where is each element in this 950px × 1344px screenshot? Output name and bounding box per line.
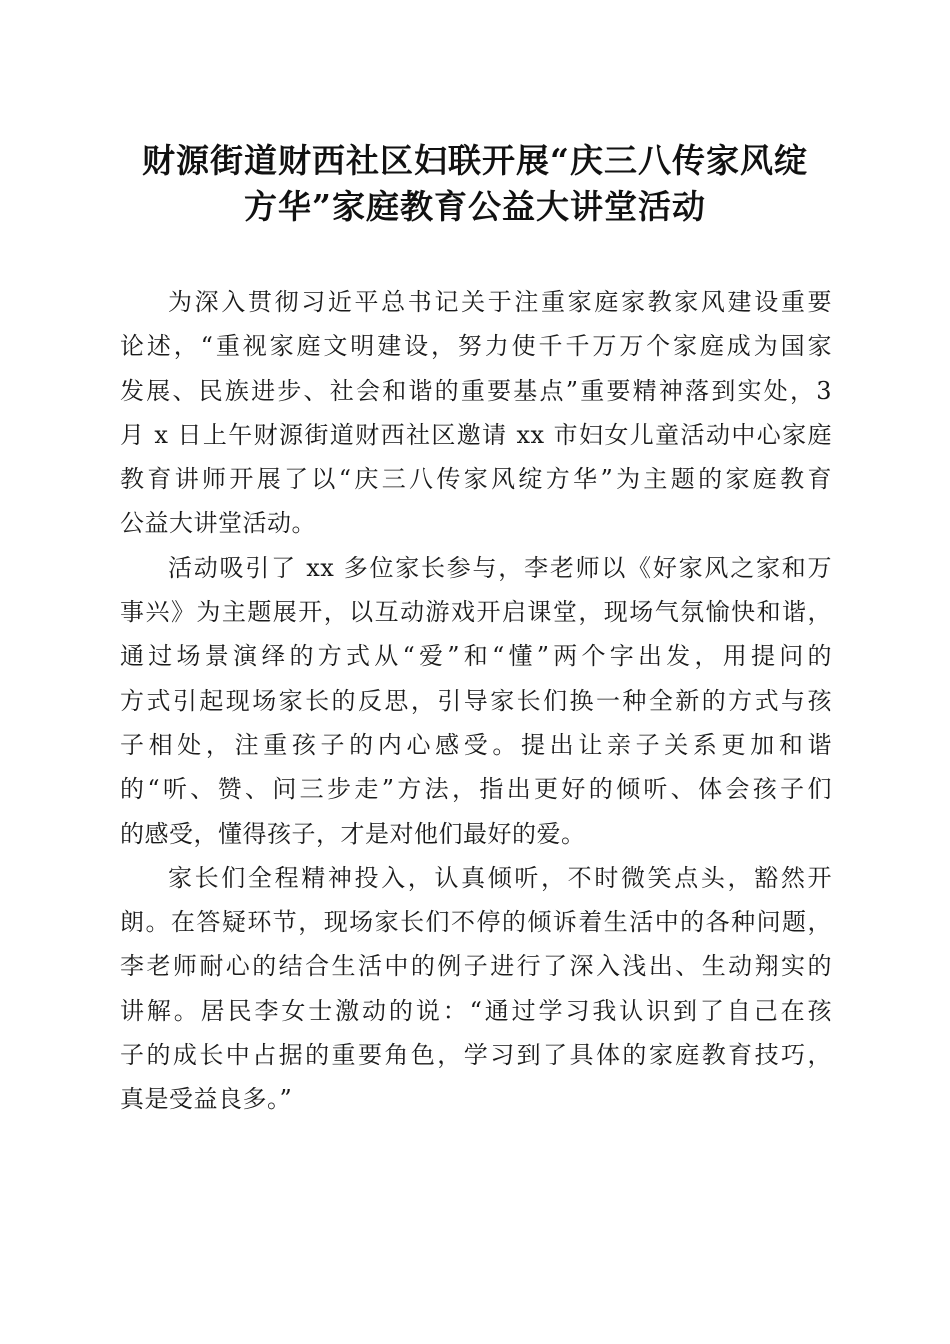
text-line: 李老师耐心的结合生活中的例子进行了深入浅出、生动翔实的 [120,952,832,981]
document-title [80,138,870,230]
text-line: 事兴》为主题展开，以互动游戏开启课堂，现场气氛愉快和谐， [120,598,832,627]
paragraph-1 [120,280,832,546]
text-line: 子的成长中占据的重要角色，学习到了具体的家庭教育技巧， [120,1041,832,1070]
text-line: 公益大讲堂活动。 [120,509,316,538]
text-line: 月 x 日上午财源街道财西社区邀请 xx 市妇女儿童活动中心家庭 [120,420,832,449]
text-line: 活动吸引了 xx 多位家长参与，李老师以《好家风之家和万 [168,553,832,582]
text-line: 子相处，注重孩子的内心感受。提出让亲子关系更加和谐 [120,730,832,759]
text-line: 为深入贯彻习近平总书记关于注重家庭家教家风建设重要 [168,288,832,316]
document-body [120,280,832,1122]
title-line: 方华”家庭教育公益大讲堂活动 [244,187,706,226]
text-line: 真是受益良多。” [120,1085,293,1114]
paragraph-3 [120,856,832,1122]
title-line: 财源街道财西社区妇联开展“庆三八传家风绽 [142,141,808,180]
text-line: 讲解。居民李女士激动的说：“通过学习我认识到了自己在孩 [120,996,832,1025]
text-line: 的感受，懂得孩子，才是对他们最好的爱。 [120,819,586,848]
text-line: 方式引起现场家长的反思，引导家长们换一种全新的方式与孩 [120,686,832,715]
text-line: 发展、民族进步、社会和谐的重要基点”重要精神落到实处，3 [120,376,832,405]
text-line: 家长们全程精神投入，认真倾听，不时微笑点头，豁然开 [168,863,832,892]
paragraph-2 [120,546,832,856]
text-line: 朗。在答疑环节，现场家长们不停的倾诉着生活中的各种问题， [120,908,832,937]
text-line: 的“听、赞、问三步走”方法，指出更好的倾听、体会孩子们 [120,775,832,804]
text-line: 论述，“重视家庭文明建设，努力使千千万万个家庭成为国家 [120,332,832,361]
text-line: 教育讲师开展了以“庆三八传家风绽方华”为主题的家庭教育 [120,465,832,494]
text-line: 通过场景演绎的方式从“爱”和“懂”两个字出发，用提问的 [120,642,832,671]
